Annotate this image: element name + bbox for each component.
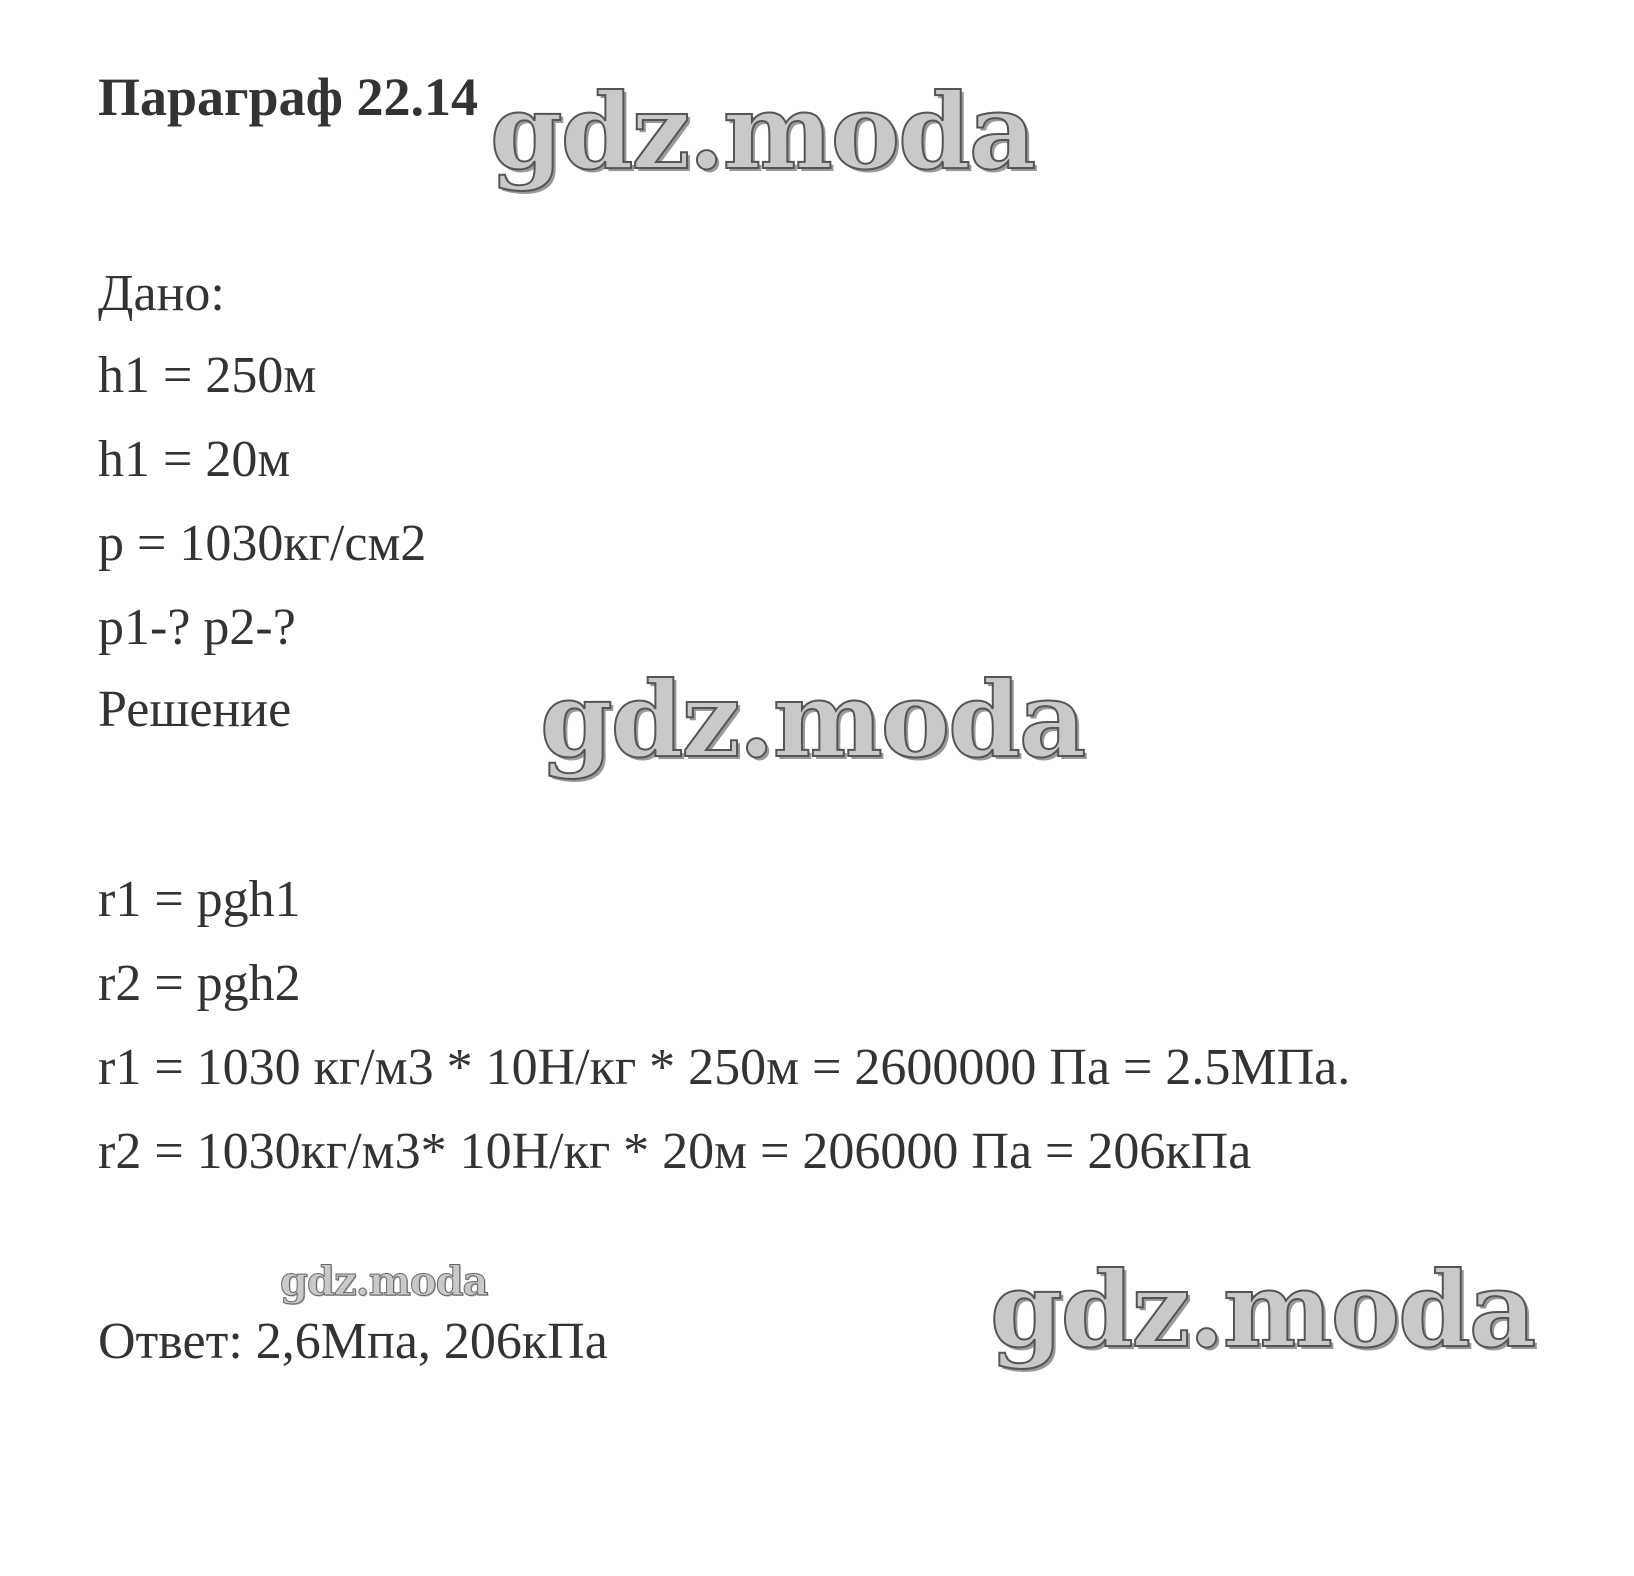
watermark-logo: gdz.moda [280, 1258, 488, 1305]
solution-line: r1 = 1030 кг/м3 * 10Н/кг * 250м = 2600000 Па = 2.5МПа. [98, 1039, 1351, 1096]
given-line: h1 = 250м [98, 347, 317, 404]
solution-line: r2 = 1030кг/м3* 10Н/кг * 20м = 206000 Па = 206кПа [98, 1123, 1252, 1180]
watermark-logo: gdz.moda [540, 658, 1085, 781]
given-label: Дано: [98, 265, 225, 322]
given-line: p = 1030кг/см2 [98, 515, 427, 572]
watermark-logo: gdz.moda [990, 1248, 1535, 1371]
given-line: p1-? p2-? [98, 599, 296, 656]
solution-line: r1 = pgh1 [98, 871, 301, 928]
given-line: h1 = 20м [98, 431, 291, 488]
answer-line: Ответ: 2,6Мпа, 206кПа [98, 1313, 608, 1370]
solution-label: Решение [98, 681, 292, 738]
watermark-logo: gdz.moda [490, 70, 1035, 193]
paragraph-title: Параграф 22.14 [98, 67, 478, 127]
solution-line: r2 = pgh2 [98, 955, 301, 1012]
